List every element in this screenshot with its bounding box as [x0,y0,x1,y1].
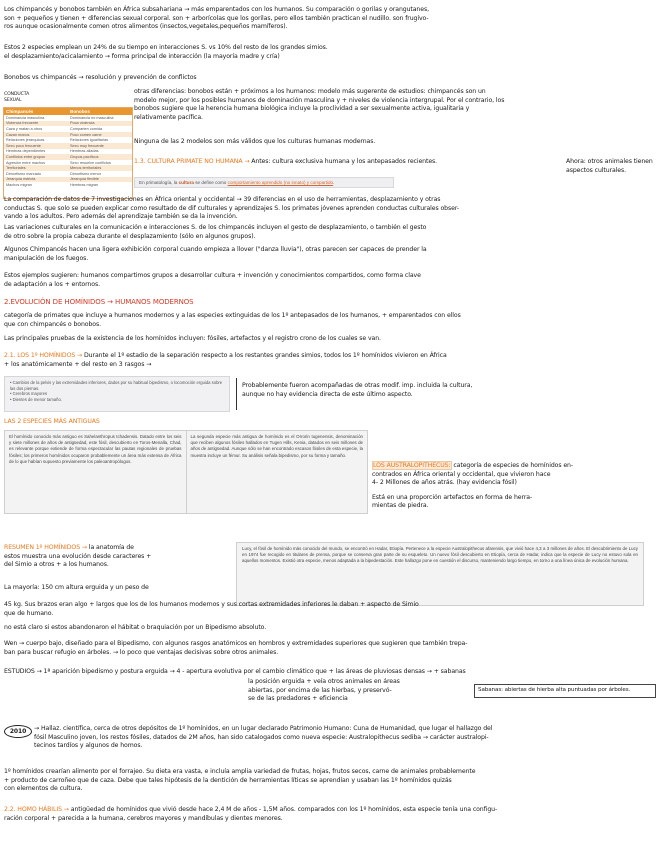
text-line: modelo mejor, por los posibles humanos de dominación masculina y + niveles de violencia intergrupal. Por el contrario, los [134,96,505,104]
table-row [4,182,132,188]
text-line: antigüedad de homínidos que vivió desde hace 2,4 M de años - 1,5M años. comparados con los 1º homínidos, esta especie tenía una configu- [70,806,498,813]
paragraph-chimps-bonobos [4,6,654,32]
text-line: Ninguna de las 2 modelos son más válidos que los culturas humanas modernas. [134,138,376,145]
section-2-1 [4,352,654,369]
section-heading: 2.1. LOS 1º HOMÍNIDOS → [4,352,83,359]
text-line: La mayoría: 150 cm altura erguida y un peso de [4,584,149,591]
table-cell: Menos territoriales [70,166,102,171]
bracket-line [236,378,237,410]
paragraph-arms [4,601,654,618]
text-line: ban para buscar refugio en árboles. → lo poco que ventajas decisivas sobre otros animales. [4,648,279,656]
text-line: la posición erguida + veía otros animales en áreas [248,678,400,685]
text-line: Estos 2 especies emplean un 24% de su tiempo en interacciones S. vs 10% del resto de los grandes simios. [4,44,328,51]
text-line: 45 kg. Sus brazos eran algo + largos que los de los humanos modernos y sus cortas extremidades inferiores le daban + aspecto de Simio [4,601,419,608]
paragraph-habitat [4,624,654,633]
text-line: 4- 2 Millones de años atrás. (hay evidencia fósil) [372,479,517,487]
table-body [4,115,132,188]
note-ahora [566,158,654,175]
text-line: Sabanas: abiertas de hierba alta puntuadas por árboles. [478,687,631,693]
table-cell: Dominancia no masculina [70,115,114,120]
banner-text: . [333,180,335,185]
list-item: • Cerebros mayores [10,391,224,397]
table-cell: Jerarquía flexible [70,177,99,182]
paragraph-sediba [34,725,654,751]
text-line: de otro sobre la propia cabeza durante el desplazamiento (sólo en algunos grupos). [4,232,256,240]
table-header-cell: Bonobos [70,109,90,114]
text-line: no está claro si estos abandonaron el hábitat o braquiación por un Bipedismo absoluto. [4,624,267,631]
text-line: del Simio a otros + a los humanos. [4,561,109,569]
table-cell: Dimorfismo menor [70,171,102,176]
table-cell: Sexo resuelve conflictos [70,160,111,165]
text-line: estos muestra una evolución desde caracteres + [4,552,152,560]
text-line: bonobos sugiere que la herencia humana biológica incluye la proclividad a ser sexualmente activa, igualitaria y [134,105,470,113]
section-1-3 [134,158,514,167]
banner-text: En primatología, la [139,180,179,185]
text-line: de adaptación a los + entornos. [4,280,100,288]
table-cell: Relaciones igualitarias [70,138,108,143]
table-cell: Cazan monos [6,132,30,137]
text-line: ros aunque ocasionalmente comen otros alimentos (insectos,vegetales,pequeños mamíferos). [4,23,288,31]
table-cell: Territoriales [6,166,26,171]
paragraph-models [134,138,654,147]
table-cell: Violencia frecuente [6,121,39,126]
table-cell: Jerarquía estricta [6,177,36,182]
table-cell: Poca violencia [70,121,95,126]
text-line: La comparación de datos de 7 investigaciones en África oriental y occidental → 39 diferencias en el uso de herramientas, desplazamiento y otras [4,196,441,203]
text-line: Las variaciones culturales en la comunicación e interacciones S. de los chimpancés incluyen el gesto de desplazamiento, o también el gesto [4,224,427,231]
paragraph-examples [4,272,654,289]
section-heading: LAS 2 ESPECIES MÁS ANTIGUAS [4,418,100,425]
printed-lucy: Lucy, el fósil de homínido más conocido del mundo, se encontró en Hadar, Etiopía. Pertenece a la especie Australopithecus afarensis, que vivió hace 4,3 a 3 millones de años. El descubrimiento de Lucy en 1974 fue recogido en titulares de prensa, porque se conserva gran parte de su esqueleto. Un nuevo fósil descubierto en Etiopía, cerca de Hadar, indica que la especie de Lucy no estuvo sola en aquellos momentos. Existió otra especie, menos adaptada a la bipedestación. Este hallazgo pone en cuestión el discurso, manteniendo largo tiempo, en torno a una línea única de evolución humana. [236,542,644,606]
traits-list [4,376,230,412]
text-line: Wen → cuerpo bajo, diseñado para el Bipedismo, con algunos rasgos anatómicos en hombros y extremidades superiores que sugieren que también trepa- [4,640,468,647]
paragraph-upright [248,678,418,704]
section-heading: RESUMEN 1º HOMÍNIDOS → [4,544,87,551]
paragraph-variations [4,224,654,241]
section-oldest-species [4,418,304,427]
text-line: Bonobos vs chimpancés → resolución y prevención de conflictos [4,74,197,81]
text-line: contrados en África oriental y occidental, que vivieron hace [372,470,551,478]
text-line: la anatomía de [88,544,134,551]
text-line: Algunos Chimpancés hacen una ligera exhibición corporal cuando empieza a llover ("danza lluvia"), otras parecen ser capaces de prender la [4,246,427,253]
paragraph-comparison [4,196,654,222]
text-line: que de humano. [4,609,54,617]
table-cell: Hembras migran [70,182,99,187]
text-line: → Hallaz. científica, cerca de otros depósitos de 1º homínidos, en un lugar declarado Patrimonio Humano: Cuna de Humanidad, que lugar el hallazgo del [34,725,493,732]
paragraph-height [4,584,654,593]
printed-sahelanthropus: El homínido conocido más antiguo es Sahelanthropus tchadensis. Datado entre los seis y siete millones de años de antigüedad, este fósil, descubierto en Toros-Menalla, Chad, es relevante porque extiende de forma espectacular las pautas regionales de pruebas fósiles; los primeros homínidos ocuparon probablemente un área más extensa de África de lo que habían supuesto previamente los paleoantropólogos. [5,431,187,513]
banner-highlight: comportamiento aprendido (no innato) y compartido [227,180,334,185]
banner-text: se define como [193,180,228,185]
text-line: se de las predadores + eficiencia [248,695,348,703]
australopithecus-notes [372,462,654,511]
text-line: Probablemente fueron acompañadas de otras modif. imp. incluida la cultura, [242,382,473,389]
summary-hominids [4,544,234,570]
paragraph-hominids-def [4,312,654,329]
year-2010-badge [4,725,32,738]
sabana-definition-box [474,684,656,698]
table-cell: Poco comen carne [70,132,102,137]
table-cell: Grupos pacíficos [70,154,99,159]
printed-text-box [4,430,368,514]
text-line: 1º homínidos crearían alimento por el forrajeo. Su dieta era vasta, e incluía amplia variedad de frutas, hojas, frutos secos, carne de animales probablemente [4,768,476,775]
table-cell: Sexo muy frecuente [70,143,104,148]
paragraph-evidence [4,335,654,344]
table-cell: Caza y matan a otros [6,126,43,131]
text-line: Estos ejemplos sugieren: humanos compartimos grupos a desarrollar cultura + invención y conocimientos compartidos, como forma clave [4,272,421,279]
table-cell: Dominancia masculina [6,115,45,120]
paragraph-diet [4,768,654,794]
text-line: ración corporal + parecida a la humana, cerebros mayores y mandíbulas y dientes menores. [4,814,283,822]
text-line: que con chimpancés o bonobos. [4,320,101,328]
definition-banner [134,177,394,188]
section-heading: 2.EVOLUCIÓN DE HOMÍNIDOS → HUMANOS MODERNOS [4,298,194,306]
text-line: Está en una proporción artefactos en forma de herra- [372,493,533,501]
paragraph-body [4,640,654,657]
paragraph-interactions [4,44,654,61]
text-line: fósil Masculino joven, los restos fósiles, datados de 2M años, han sido catalogados como nueva especie: Australopithecus sediba → carácter australopi- [34,733,489,741]
text-line: relativamente pacífica. [134,113,203,121]
text-line: Los chimpancés y bonobos también en África subsahariana → más emparentados con los humanos. Su comparación o gorilas y orangutanes, [4,6,429,13]
comparison-table [3,107,133,199]
table-cell: Dimorfismo marcado [6,171,42,176]
paragraph-differences [134,88,654,122]
table-cell: Relaciones jerárquicas [6,138,45,143]
text-line: + los anatómicamente + del resto en 3 rasgos → [4,360,152,368]
text-line: mientas de piedra. [372,502,429,510]
table-cell: Hembras aliadas [70,149,99,154]
table-cell: Hembras dependientes [6,149,46,154]
list-item: • Cambios de la pelvis y las extremidades inferiores, dados por su habitual bipedismo, o locomoción erguida sobre las dos piernas. [10,380,224,391]
paragraph-modifications [242,382,652,399]
section-2-2 [4,806,654,823]
label-conducta-sexual [4,92,44,103]
text-line: con elementos de cultura. [4,785,83,793]
text-line: tecinos tardíos y algunos de homos. [34,742,143,750]
text-line: categoría de especies de homínidos en- [453,462,573,469]
text-line: Durante el 1º estadio de la separación respecto a los restantes grandes simios, todos los 1º homínidos vivieron en África [84,352,447,359]
table-cell: Agresión entre machos [6,160,46,165]
section-heading: 1.3. CULTURA PRIMATE NO HUMANA → [134,158,250,165]
printed-orrorin: La segunda especie más antigua de homínido es el Orrorin tugenensis, denominación que reciben algunos fósiles hallados en Tugen Hills, Kenia, datados en seis millones de años de antigüedad. Aunque sólo se han encontrado escasos fósiles de esta especie, la muestra incluye un fémur. Su análisis señala bipedismo, por su forma y tamaño. [190,434,363,458]
table-cell: Machos migran [6,182,32,187]
text-line: + producto de carroñeo que de caza. Debe que tales hipótesis de la dentición de herramientas líticas se aprendían y usaban las 1º homínidos quizás [4,776,452,784]
table-header [4,108,132,115]
text-line: aunque no hay evidencia directa de este último aspecto. [242,390,413,398]
text-line: vando a los adultos. Pero además del aprendizaje también se da la invención. [4,213,238,221]
text-line: Antes: cultura exclusiva humana y los antepasados recientes. [251,158,438,165]
text-line: abiertas, por encima de las hierbas, y preservó- [248,686,392,694]
section-2 [4,298,404,307]
section-heading: LOS AUSTRALOPITHECUS: [373,462,451,469]
table-cell: Comparten comida [70,126,103,131]
text-line: conductas S. que solo se pueden explicar como resultado de dif culturales y aprendizajes S. los primates jóvenes aprenden conductas culturales obser- [4,204,459,212]
text-line: manipulación de los fuegos. [4,254,89,262]
paragraph-studies [4,668,654,677]
table-cell: Sexo poco frecuente [6,143,41,148]
text-line: el desplazamiento/acicalamiento → forma principal de interacción (la mayoría madre y cría) [4,52,280,60]
year-label: 2010 [9,728,27,735]
text-line: Las principales pruebas de la existencia de los homínidos incluyen: fósiles, artefactos y el registro crono de los cuales se van. [4,335,381,342]
text-line: categoría de primates que incluye a humanos modernos y a las especies extinguidas de los 1º antepasados de los humanos, + emparentados con ellos [4,312,461,319]
list-item: • Dientes de menor tamaño. [10,397,224,403]
text-line: ESTUDIOS → 1ª aparición bipedismo y postura erguida → 4 - apertura evolutiva por el cambio climático que + las áreas de pluviosas densas → + sabanas [4,668,466,675]
banner-keyword: cultura [178,180,194,185]
text-line: Ahora: otros animales tienen aspectos culturales. [566,158,653,174]
paragraph-rain-dance [4,246,654,263]
heading-bonobos-vs-chimps [4,74,404,83]
table-cell: Conflictos entre grupos [6,154,46,159]
table-header-cell: Chimpancés [6,109,34,114]
text-line: CONDUCTA SEXUAL [4,92,30,103]
text-line: son + pequeños y tienen + diferencias sexual corporal. son + arborícolas que los gorilas, pero ellos también practican el nudillo. son frugívo- [4,14,429,22]
section-heading: 2.2. HOMO HÁBILIS → [4,806,69,813]
text-line: otras diferencias: bonobos están + próximos a los humanos: modelo más sugerente de estudios: chimpancés son un [134,88,486,95]
